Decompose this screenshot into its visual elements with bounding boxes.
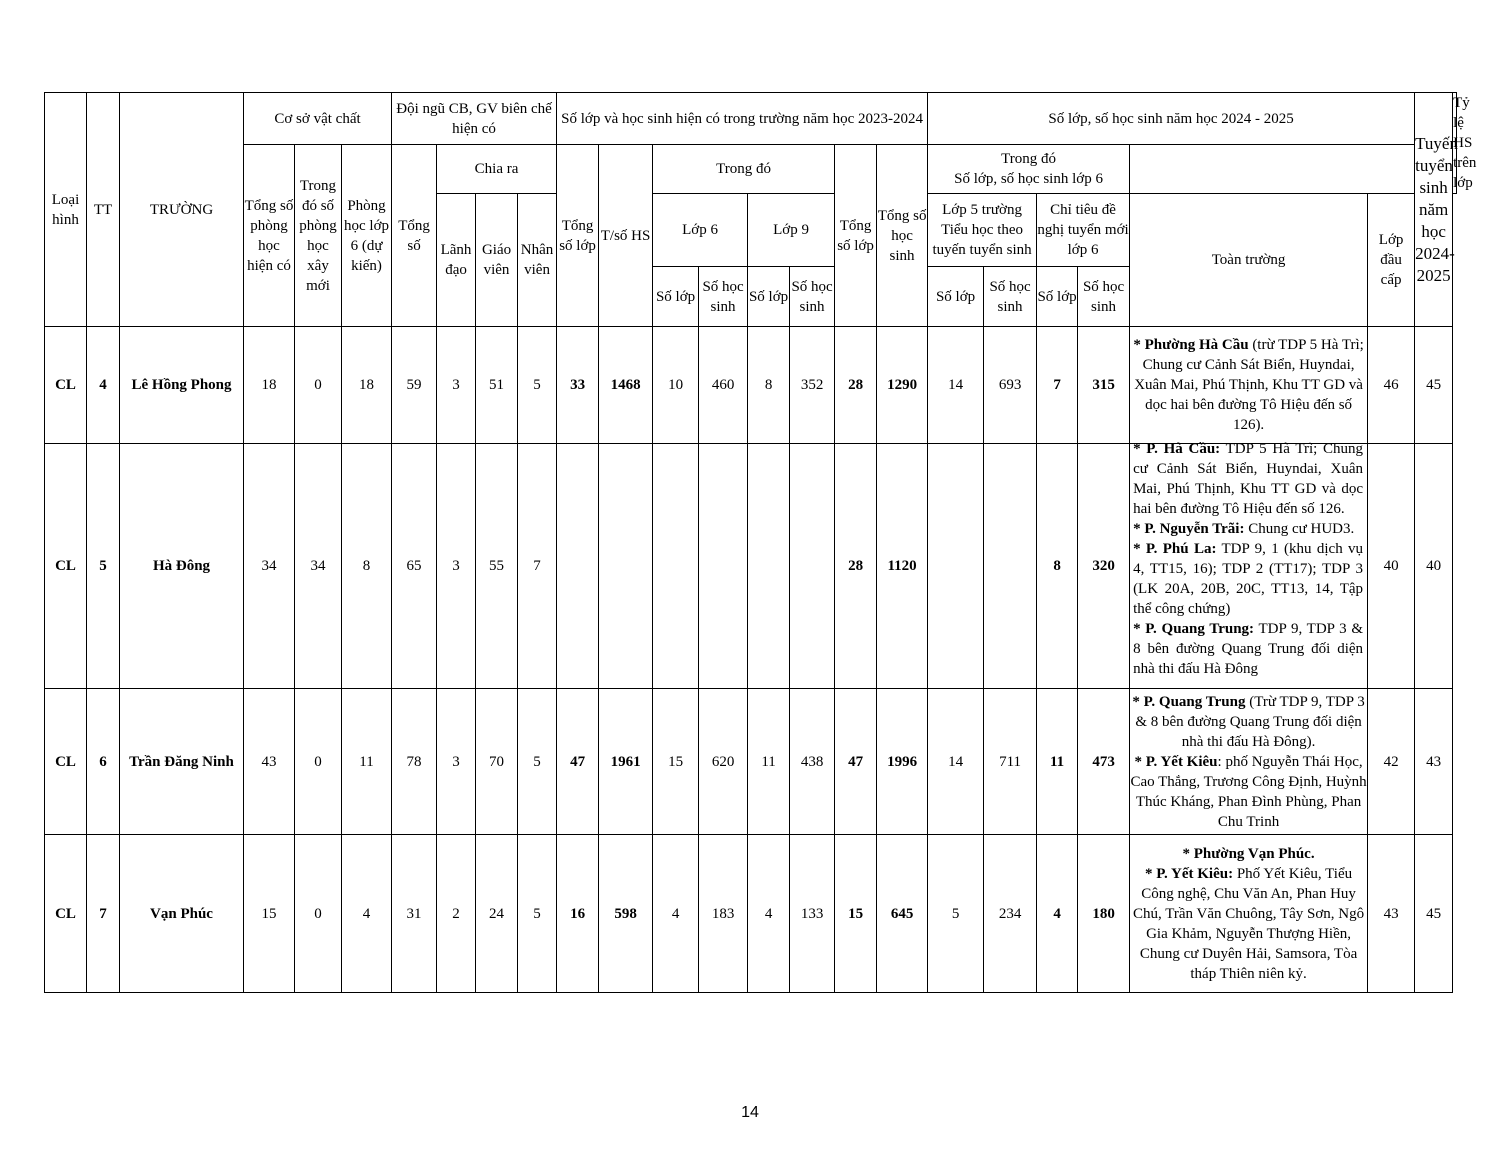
cell-xay-moi: 0 — [295, 327, 342, 444]
header-nhan-vien: Nhân viên — [518, 194, 557, 327]
cell-l5-lop: 14 — [928, 327, 984, 444]
cell-tt: 7 — [87, 835, 120, 993]
cell-l9-hs: 438 — [790, 689, 835, 835]
cell-l9-hs: 352 — [790, 327, 835, 444]
header-lop6: Lớp 6 — [653, 194, 748, 267]
header-tong-so-lop-2324: Tổng số lớp — [557, 145, 599, 327]
cell-tong-gv: 59 — [392, 327, 437, 444]
cell-tong-gv: 78 — [392, 689, 437, 835]
cell-nhan-vien: 7 — [518, 444, 557, 689]
cell-lop-2324: 47 — [557, 689, 599, 835]
cell-l6-hs — [699, 444, 748, 689]
header-tuyen-tuyen-sinh — [1415, 93, 1458, 327]
cell-giao-vien: 51 — [476, 327, 518, 444]
area-text: Chung cư HUD3. — [1244, 520, 1355, 537]
cell-truong: Trần Đăng Ninh — [120, 689, 244, 835]
cell-tuyen-sinh — [1130, 327, 1368, 444]
cell-phong: 18 — [244, 327, 295, 444]
header-l6-so-hs: Số học sinh — [699, 267, 748, 327]
area-name: * P. Yết Kiêu — [1134, 753, 1218, 770]
cell-dau-cap: 40 — [1415, 444, 1453, 689]
header-tuyen-line3: 2024-2025 — [1415, 243, 1455, 285]
cell-hs-2324: 598 — [599, 835, 653, 993]
cell-phong: 15 — [244, 835, 295, 993]
cell-xay-moi: 34 — [295, 444, 342, 689]
header-so-lop-hs-hien-co: Số lớp và học sinh hiện có trong trường năm học 2023-2024 — [557, 93, 928, 145]
area-item — [1133, 539, 1363, 619]
cell-hs-2324: 1468 — [599, 327, 653, 444]
header-l9-so-hs: Số học sinh — [790, 267, 835, 327]
cell-l6-hs: 620 — [699, 689, 748, 835]
area-text: (trừ TDP 5 Hà Trì; Chung cư Cảnh Sát Biển, Huyndai, Xuân Mai, Phú Thịnh, Khu TT GD và dọc hai bên đường Tô Hiệu đến số 126). — [1134, 337, 1364, 433]
area-text: Phố Yết Kiêu, Tiểu Công nghệ, Chu Văn An, Phan Huy Chú, Trần Văn Chuông, Tây Sơn, Ngô Gia Khảm, Nguyễn Thượng Hiền, Chung cư Duyên Hải, Samsora, Tòa tháp Thiên niên kỷ. — [1132, 865, 1365, 982]
cell-lop6-phong: 4 — [342, 835, 392, 993]
cell-phong: 43 — [244, 689, 295, 835]
area-item — [1130, 692, 1367, 752]
header-l5-so-lop: Số lớp — [928, 267, 984, 327]
area-text: TDP 5 Hà Trì; Chung cư Cảnh Sát Biển, Huyndai, Xuân Mai, Phú Thịnh, Khu TT GD và dọc hai bên đường Tô Hiệu đến số 126. — [1133, 440, 1364, 517]
cell-loai: CL — [45, 835, 87, 993]
cell-toan-truong: 46 — [1368, 327, 1415, 444]
header-trong-do-line1: Trong đó — [1001, 151, 1056, 167]
cell-ct-hs: 180 — [1078, 835, 1130, 993]
area-text: TDP 9, 1 (khu dịch vụ 4, TT15, 16); TDP 2 (TT17); TDP 3 (LK 20A, 20B, 20C, TT13, 14, Tập thể công chứng) — [1133, 540, 1364, 617]
area-name: * P. Hà Cầu: — [1133, 440, 1221, 457]
area-name: * P. Nguyễn Trãi: — [1133, 520, 1245, 537]
area-item — [1133, 519, 1363, 539]
table-row — [45, 444, 1457, 689]
cell-loai: CL — [45, 444, 87, 689]
header-giao-vien: Giáo viên — [476, 194, 518, 327]
cell-ct-hs: 473 — [1078, 689, 1130, 835]
area-text: (Trừ TDP 9, TDP 3 & 8 bên đường Quang Trung đối diện nhà thi đấu Hà Đông). — [1135, 693, 1365, 750]
header-so-lop-hs-2024: Số lớp, số học sinh năm học 2024 - 2025 — [928, 93, 1415, 145]
cell-loai: CL — [45, 327, 87, 444]
cell-l6-lop: 4 — [653, 835, 699, 993]
cell-l6-hs: 460 — [699, 327, 748, 444]
cell-hs-2425: 1996 — [877, 689, 928, 835]
header-tuyen-line1: Tuyến tuyển sinh — [1415, 133, 1458, 197]
cell-nhan-vien: 5 — [518, 689, 557, 835]
header-tong-so-lop-2425: Tổng số lớp — [835, 145, 877, 327]
area-item — [1130, 752, 1367, 832]
cell-hs-2324: 1961 — [599, 689, 653, 835]
cell-xay-moi: 0 — [295, 689, 342, 835]
header-tong-so-hs-2425: Tổng số học sinh — [877, 145, 928, 327]
header-truong: TRƯỜNG — [120, 93, 244, 327]
cell-nhan-vien: 5 — [518, 327, 557, 444]
header-lop9: Lớp 9 — [748, 194, 835, 267]
area-item — [1130, 844, 1367, 864]
header-trong-do-line2: Số lớp, số học sinh lớp 6 — [954, 171, 1103, 187]
cell-l6-lop: 15 — [653, 689, 699, 835]
area-text: : phố Nguyễn Thái Học, Cao Thắng, Trương Công Định, Huỳnh Thúc Kháng, Phan Đình Phùng, Phan Chu Trinh — [1130, 753, 1367, 830]
header-trong-do-xay-moi: Trong đó số phòng học xây mới — [295, 145, 342, 327]
header-ts-hs: T/số HS — [599, 145, 653, 327]
cell-tt: 4 — [87, 327, 120, 444]
cell-hs-2425: 1120 — [877, 444, 928, 689]
cell-giao-vien: 55 — [476, 444, 518, 689]
cell-l9-hs — [790, 444, 835, 689]
cell-l5-lop: 14 — [928, 689, 984, 835]
cell-hs-2425: 1290 — [877, 327, 928, 444]
header-chi-tieu: Chỉ tiêu đề nghị tuyển mới lớp 6 — [1037, 194, 1130, 267]
area-name: * Phường Vạn Phúc. — [1182, 845, 1315, 862]
area-name: * Phường Hà Cầu — [1133, 337, 1249, 353]
cell-tuyen-sinh — [1130, 835, 1368, 993]
header-lanh-dao: Lãnh đạo — [437, 194, 476, 327]
header-tong-so-phong: Tổng số phòng học hiện có — [244, 145, 295, 327]
table-row — [45, 835, 1457, 993]
table-row — [45, 689, 1457, 835]
cell-lanh-dao: 3 — [437, 444, 476, 689]
header-lop-dau-cap: Lớp đầu cấp — [1368, 194, 1415, 327]
cell-xay-moi: 0 — [295, 835, 342, 993]
cell-l9-hs: 133 — [790, 835, 835, 993]
cell-toan-truong: 42 — [1368, 689, 1415, 835]
header-tuyen-line2: năm học — [1418, 199, 1449, 241]
cell-dau-cap: 45 — [1415, 835, 1453, 993]
cell-l9-lop: 8 — [748, 327, 790, 444]
area-item — [1133, 619, 1363, 679]
cell-ct-lop: 11 — [1037, 689, 1078, 835]
area-name: * P. Quang Trung — [1132, 693, 1246, 710]
cell-truong: Vạn Phúc — [120, 835, 244, 993]
page-number: 14 — [741, 1104, 759, 1121]
cell-l6-lop: 10 — [653, 327, 699, 444]
tuyen-sinh-list — [1133, 439, 1363, 679]
area-name: * P. Phú La: — [1133, 540, 1217, 557]
header-toan-truong: Toàn trường — [1130, 194, 1368, 327]
header-l5-so-hs: Số học sinh — [984, 267, 1037, 327]
cell-lop-2425: 15 — [835, 835, 877, 993]
cell-lop6-phong: 11 — [342, 689, 392, 835]
cell-l6-lop — [653, 444, 699, 689]
cell-l9-lop — [748, 444, 790, 689]
enrollment-table — [44, 92, 1477, 993]
cell-lop-2324: 16 — [557, 835, 599, 993]
cell-dau-cap: 45 — [1415, 327, 1453, 444]
cell-lanh-dao: 2 — [437, 835, 476, 993]
area-text: TDP 9, TDP 3 & 8 bên đường Quang Trung đối diện nhà thi đấu Hà Đông — [1133, 620, 1364, 677]
cell-l5-lop — [928, 444, 984, 689]
header-l6-so-lop: Số lớp — [653, 267, 699, 327]
cell-toan-truong: 43 — [1368, 835, 1415, 993]
cell-l5-hs — [984, 444, 1037, 689]
area-item — [1130, 864, 1367, 984]
header-l9-so-lop: Số lớp — [748, 267, 790, 327]
cell-l9-lop: 11 — [748, 689, 790, 835]
header-chia-ra: Chia ra — [437, 145, 557, 194]
cell-loai: CL — [45, 689, 87, 835]
header-trong-do-lop6-2425 — [928, 145, 1130, 194]
cell-l5-lop: 5 — [928, 835, 984, 993]
tuyen-sinh-clip — [1133, 440, 1364, 688]
cell-truong: Lê Hồng Phong — [120, 327, 244, 444]
cell-phong: 34 — [244, 444, 295, 689]
cell-dau-cap: 43 — [1415, 689, 1453, 835]
enrollment-table-wrapper — [44, 92, 1477, 993]
header-doi-ngu: Đội ngũ CB, GV biên chế hiện có — [392, 93, 557, 145]
cell-hs-2324 — [599, 444, 653, 689]
header-trong-do-2324: Trong đó — [653, 145, 835, 194]
header-tong-so-gv: Tổng số — [392, 145, 437, 327]
cell-hs-2425: 645 — [877, 835, 928, 993]
cell-tong-gv: 65 — [392, 444, 437, 689]
cell-ct-lop: 8 — [1037, 444, 1078, 689]
cell-tong-gv: 31 — [392, 835, 437, 993]
cell-lanh-dao: 3 — [437, 689, 476, 835]
cell-lop6-phong: 18 — [342, 327, 392, 444]
cell-lop-2425: 47 — [835, 689, 877, 835]
cell-nhan-vien: 5 — [518, 835, 557, 993]
cell-l5-hs: 234 — [984, 835, 1037, 993]
cell-ct-hs: 315 — [1078, 327, 1130, 444]
header-tt: TT — [87, 93, 120, 327]
area-item — [1133, 439, 1363, 519]
area-name: * P. Yết Kiêu: — [1145, 865, 1234, 882]
header-loai-hinh: Loại hình — [45, 93, 87, 327]
cell-toan-truong: 40 — [1368, 444, 1415, 689]
cell-lop-2324 — [557, 444, 599, 689]
cell-lop-2425: 28 — [835, 444, 877, 689]
cell-ct-lop: 7 — [1037, 327, 1078, 444]
cell-l5-hs: 711 — [984, 689, 1037, 835]
cell-tt: 5 — [87, 444, 120, 689]
cell-lop-2425: 28 — [835, 327, 877, 444]
cell-lanh-dao: 3 — [437, 327, 476, 444]
header-co-so-vat-chat: Cơ sở vật chất — [244, 93, 392, 145]
header-ty-le: Tỷ lệ HS trên lớp — [1453, 93, 1457, 194]
cell-lop-2324: 33 — [557, 327, 599, 444]
cell-truong: Hà Đông — [120, 444, 244, 689]
cell-giao-vien: 24 — [476, 835, 518, 993]
cell-l5-hs: 693 — [984, 327, 1037, 444]
cell-l9-lop: 4 — [748, 835, 790, 993]
area-name: * P. Quang Trung: — [1133, 620, 1255, 637]
cell-tuyen-sinh — [1130, 689, 1368, 835]
cell-giao-vien: 70 — [476, 689, 518, 835]
header-ct-so-lop: Số lớp — [1037, 267, 1078, 327]
cell-l6-hs: 183 — [699, 835, 748, 993]
header-lop5-truong: Lớp 5 trường Tiểu học theo tuyến tuyển sinh — [928, 194, 1037, 267]
cell-lop6-phong: 8 — [342, 444, 392, 689]
cell-tuyen-sinh — [1130, 440, 1368, 689]
cell-tt: 6 — [87, 689, 120, 835]
cell-ct-hs: 320 — [1078, 444, 1130, 689]
table-row — [45, 327, 1457, 444]
header-phong-lop6: Phòng học lớp 6 (dự kiến) — [342, 145, 392, 327]
cell-ct-lop: 4 — [1037, 835, 1078, 993]
header-ct-so-hs: Số học sinh — [1078, 267, 1130, 327]
